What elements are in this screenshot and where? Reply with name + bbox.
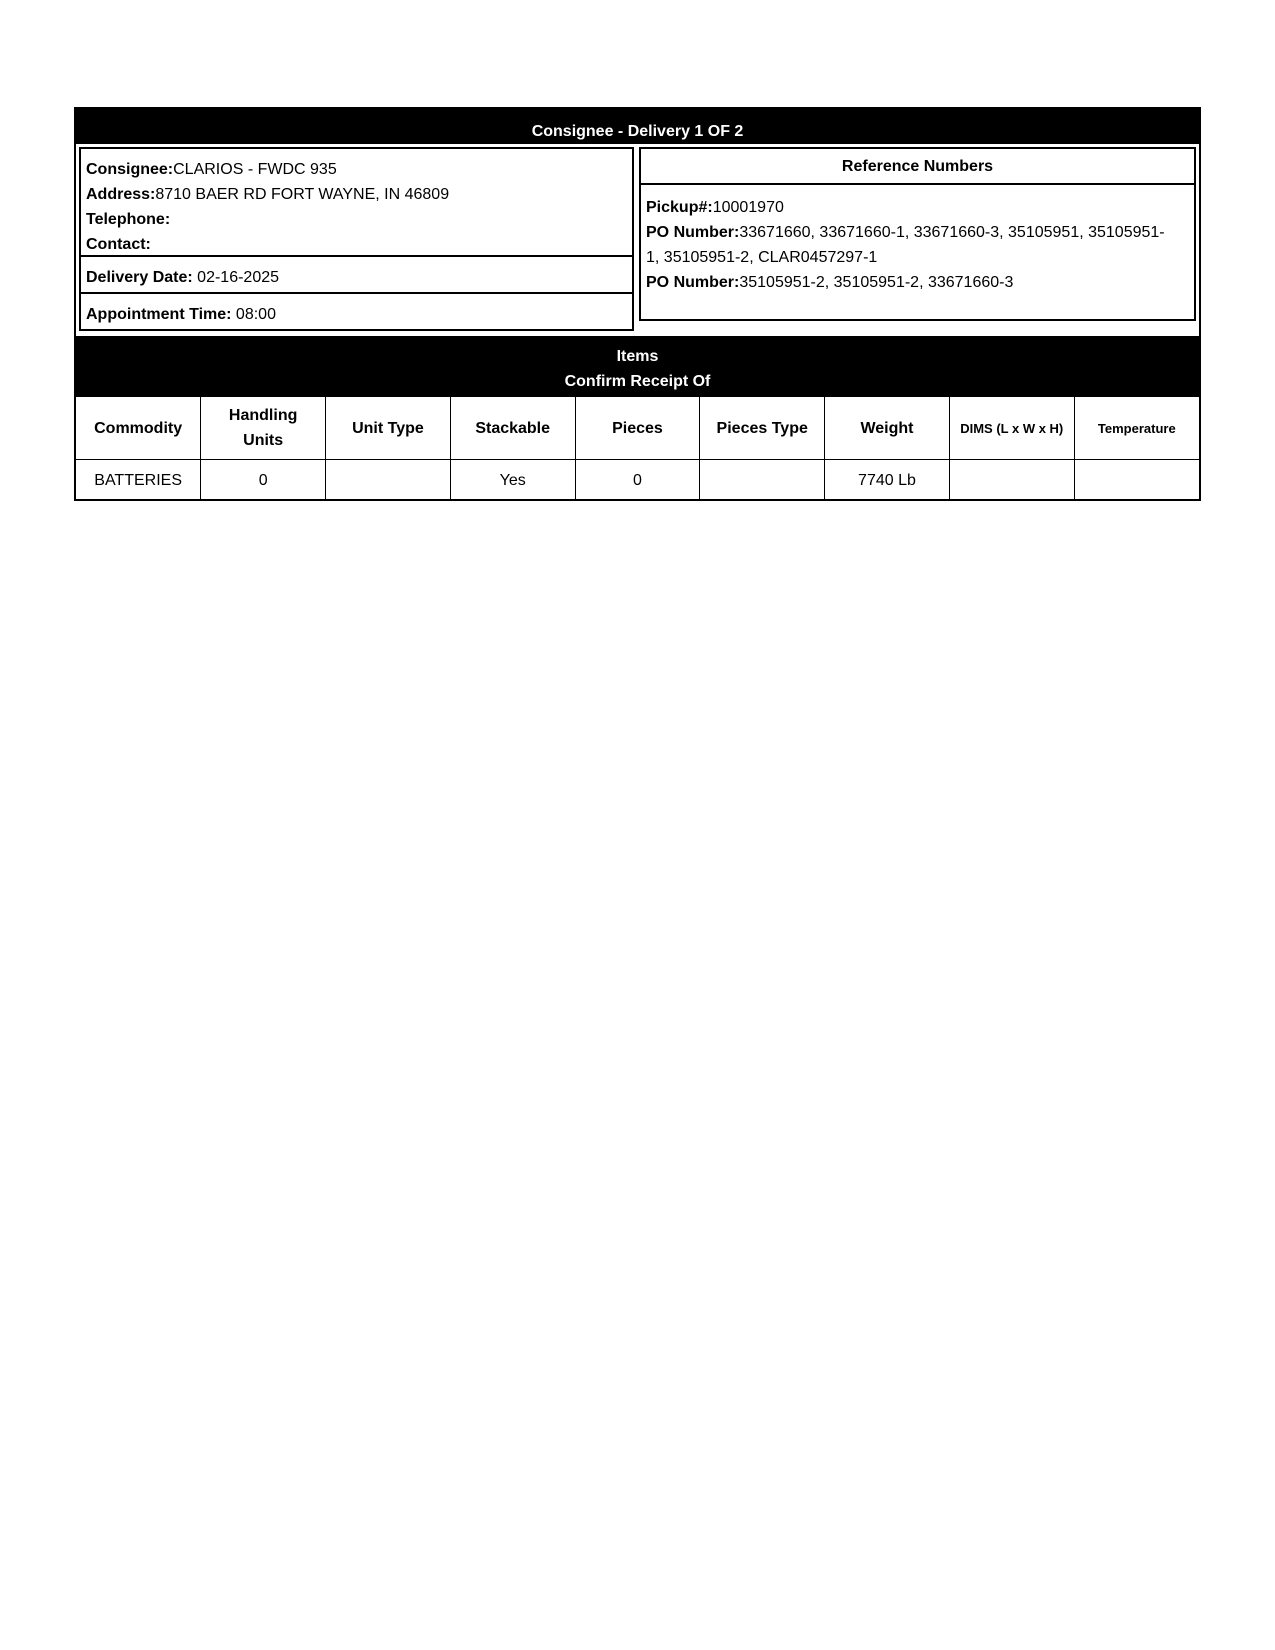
appointment-time-label: Appointment Time: bbox=[86, 306, 232, 323]
col-dims: DIMS (L x W x H) bbox=[949, 397, 1074, 460]
delivery-date-value: 02-16-2025 bbox=[192, 269, 280, 286]
contact-line bbox=[86, 232, 627, 257]
cell-commodity: BATTERIES bbox=[76, 460, 201, 500]
appointment-time-value: 08:00 bbox=[231, 306, 276, 323]
telephone-line bbox=[86, 207, 627, 232]
pickup-label: Pickup#: bbox=[646, 199, 713, 216]
telephone-label: Telephone: bbox=[86, 211, 171, 228]
consignee-info-box bbox=[79, 147, 634, 257]
appointment-time-box bbox=[79, 294, 634, 331]
po-number-line-continued: 1, 35105951-2, CLAR0457297-1 bbox=[646, 249, 878, 266]
col-commodity: Commodity bbox=[76, 397, 201, 460]
items-header-row bbox=[76, 397, 1199, 460]
items-table bbox=[76, 396, 1199, 499]
items-header-bar bbox=[76, 336, 1199, 396]
reference-numbers-box bbox=[639, 147, 1196, 321]
cell-unit-type bbox=[326, 460, 451, 500]
cell-weight: 7740 Lb bbox=[825, 460, 950, 500]
delivery-date-label: Delivery Date: bbox=[86, 269, 193, 286]
pickup-value: 10001970 bbox=[712, 199, 784, 216]
delivery-date-box bbox=[79, 257, 634, 294]
consignee-label: Consignee: bbox=[86, 161, 174, 178]
po-number-label-2: PO Number: bbox=[646, 274, 740, 291]
items-title: Items bbox=[616, 348, 659, 365]
col-unit-type: Unit Type bbox=[326, 397, 451, 460]
cell-pieces-type bbox=[700, 460, 825, 500]
cell-pieces: 0 bbox=[575, 460, 700, 500]
cell-handling-units: 0 bbox=[201, 460, 326, 500]
address-label: Address: bbox=[86, 186, 156, 203]
consignee-delivery-sheet bbox=[74, 107, 1201, 501]
col-temperature: Temperature bbox=[1074, 397, 1199, 460]
cell-temperature bbox=[1074, 460, 1199, 500]
consignee-reference-section bbox=[76, 144, 1199, 336]
address-line bbox=[86, 182, 627, 207]
reference-column bbox=[636, 144, 1199, 336]
reference-numbers-body bbox=[641, 185, 1194, 295]
consignee-line bbox=[86, 157, 627, 182]
cell-stackable: Yes bbox=[450, 460, 575, 500]
col-handling-units-line1: Handling bbox=[228, 407, 298, 424]
po-number-line bbox=[646, 220, 1189, 245]
reference-numbers-title: Reference Numbers bbox=[641, 149, 1194, 185]
col-handling-units-line2: Units bbox=[243, 432, 284, 449]
po-number-value: 33671660, 33671660-1, 33671660-3, 35105951, 35105951- bbox=[739, 224, 1165, 241]
col-weight: Weight bbox=[825, 397, 950, 460]
table-row bbox=[76, 460, 1199, 500]
po-number-value-2: 35105951-2, 35105951-2, 33671660-3 bbox=[739, 274, 1014, 291]
address-value: 8710 BAER RD FORT WAYNE, IN 46809 bbox=[155, 186, 450, 203]
po-number-label: PO Number: bbox=[646, 224, 740, 241]
col-stackable: Stackable bbox=[450, 397, 575, 460]
consignee-column bbox=[76, 144, 636, 336]
pickup-line bbox=[646, 195, 1189, 220]
po-number-line-2 bbox=[646, 270, 1189, 295]
col-pieces: Pieces bbox=[575, 397, 700, 460]
delivery-title: Consignee - Delivery 1 OF 2 bbox=[76, 109, 1199, 144]
confirm-receipt-title: Confirm Receipt Of bbox=[564, 373, 711, 390]
consignee-value: CLARIOS - FWDC 935 bbox=[173, 161, 337, 178]
col-handling-units bbox=[201, 397, 326, 460]
contact-label: Contact: bbox=[86, 236, 151, 253]
cell-dims bbox=[949, 460, 1074, 500]
col-pieces-type: Pieces Type bbox=[700, 397, 825, 460]
